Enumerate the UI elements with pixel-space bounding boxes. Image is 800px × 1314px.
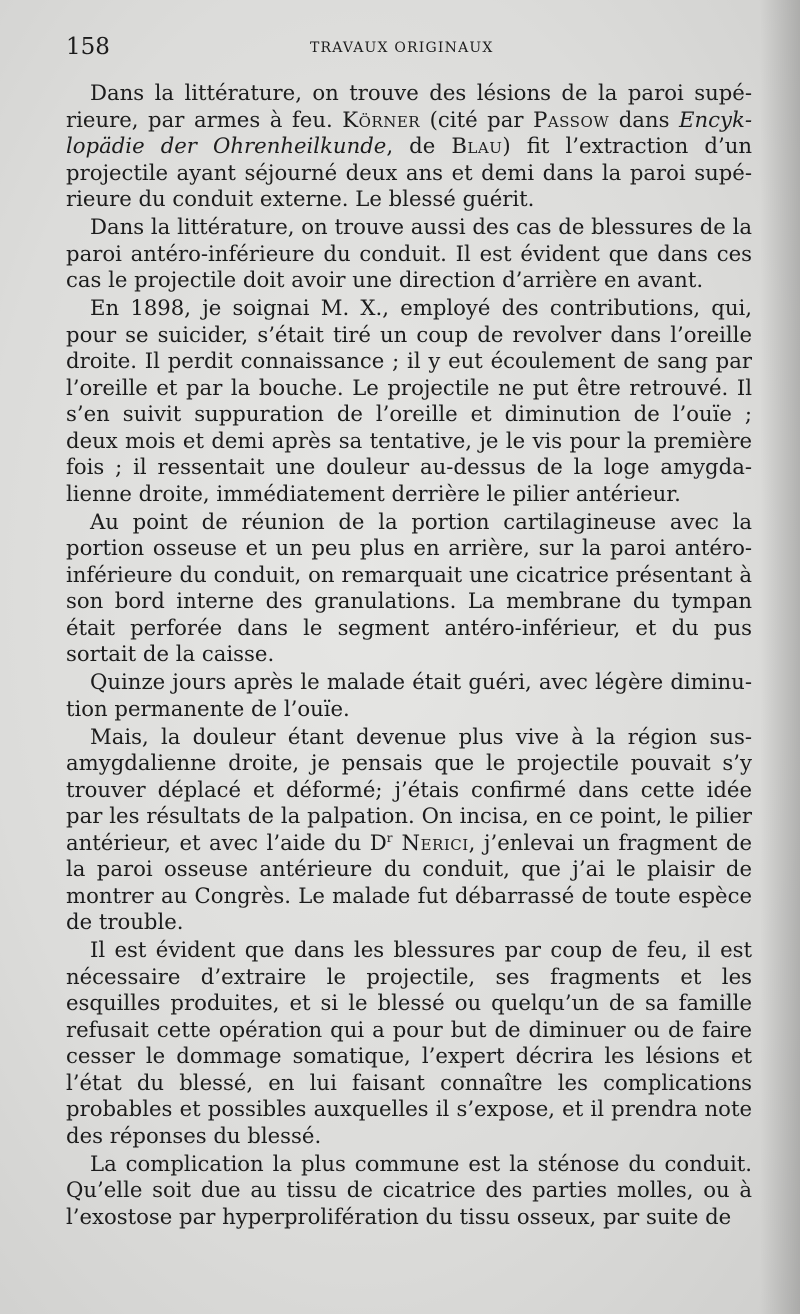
body-text [66, 80, 752, 1232]
paragraph-2: Dans la littérature, on trouve aussi des cas de blessures de la paroi antéro-inférieure du conduit. Il est évident que dans ces cas le projectile doit avoir une direction d’arrière en avant. [66, 214, 752, 292]
page-edge-shadow [760, 0, 800, 1314]
page-header [66, 34, 746, 62]
author-name: Passow [533, 106, 610, 132]
work-title: Encyklopädie der Ohrenheilkunde [66, 106, 752, 158]
paragraph-7: Il est évident que dans les blessures par coup de feu, il est nécessaire d’extraire le projectile, ses fragments et les esquilles produites, et si le blessé ou quelqu’un de sa famille refusait cette opération qui a pour but de diminuer ou de faire cesser le dommage somatique, l’expert décrira les lésions et l’état du blessé, en lui faisant connaître les complications probables et possibles auxquelles il s’expose, et il prendra note des réponses du blessé. [66, 937, 752, 1148]
paragraph-4: Au point de réunion de la portion cartilagineuse avec la portion osseuse et un peu plus en arrière, sur la paroi antéro-inférieure du conduit, on remarquait une cicatrice présentant à son bord interne des granulations. La membrane du tympan était perforée dans le segment antéro-inférieur, et du pus sortait de la caisse. [66, 508, 752, 666]
page-number: 158 [66, 34, 110, 60]
paragraph-1 [66, 80, 752, 213]
paragraph-8: La complication la plus commune est la sténose du conduit. Qu’elle soit due au tissu de cicatrice des parties molles, ou à l’exostose par hyperprolifération du tissu osseux, par suite de [66, 1150, 752, 1229]
text-run: ) fit l’extraction d’un projectile ayant séjourné deux ans et demi dans la paroi supérieure du conduit externe. Le blessé guérit. [66, 133, 752, 211]
text-run: (cité par [420, 106, 534, 132]
paragraph-3: En 1898, je soignai M. X., employé des contributions, qui, pour se suicider, s’était tiré un coup de revolver dans l’oreille droite. Il perdit connaissance ; il y eut écoulement de sang par l’oreille et par la bouche. Le projectile ne put être retrouvé. Il s’en suivit suppuration de l’oreille et diminution de l’ouïe ; deux mois et demi après sa tentative, je le vis pour la première fois ; il ressentait une douleur au-dessus de la loge amygdalienne droite, immédiatement derrière le pilier antérieur. [66, 295, 752, 506]
superscript: r [386, 830, 393, 845]
text-run: , j’enlevai un fragment de la paroi osseuse antérieure du conduit, que j’ai le plaisir de montrer au Congrès. Le malade fut débarrassé de toute espèce de trouble. [66, 829, 752, 934]
paragraph-6 [66, 724, 752, 936]
text-run: Mais, la douleur étant devenue plus vive à la région sus-amygdalienne droite, je pensais que le projectile pouvait s’y trouver déplacé et déformé; j’étais confirmé dans cette idée par les résultats de la palpation. On incisa, en ce point, le pilier antérieur, et avec l’aide du D [66, 723, 752, 855]
text-run: dans [609, 106, 680, 132]
running-head: TRAVAUX ORIGINAUX [310, 40, 494, 56]
author-name: Nerici [392, 829, 469, 855]
paragraph-5: Quinze jours après le malade était guéri, avec légère diminution permanente de l’ouïe. [66, 669, 752, 721]
author-name: Körner [342, 106, 421, 132]
author-name: Blau [451, 133, 503, 158]
text-run: Dans la littérature, on trouve des lésions de la paroi supérieure, par armes à feu. [66, 80, 752, 132]
text-run: , de [386, 133, 452, 158]
